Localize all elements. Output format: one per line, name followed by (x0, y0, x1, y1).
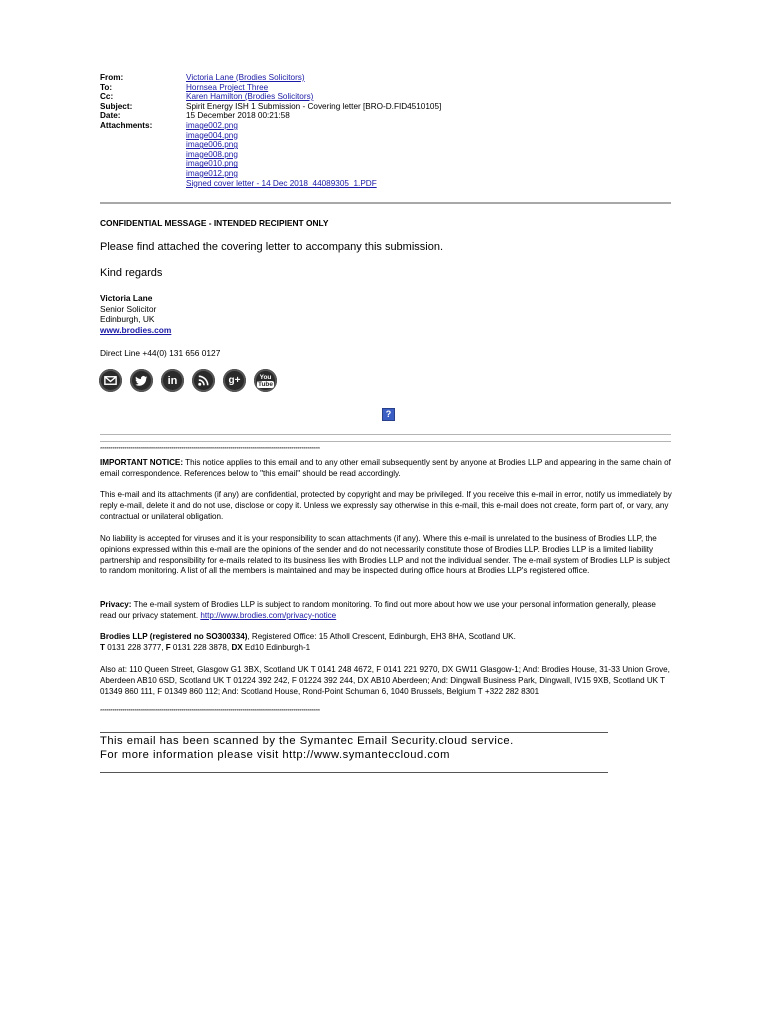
from-label: From: (100, 73, 124, 82)
important-label: IMPORTANT NOTICE: (100, 458, 184, 467)
privacy-link[interactable]: http://www.brodies.com/privacy-notice (200, 610, 337, 620)
date-row (100, 111, 441, 121)
confidential-heading: CONFIDENTIAL MESSAGE - INTENDED RECIPIENT ONLY (100, 218, 329, 228)
stars-separator-bottom: ************************************************************************************************************ (100, 709, 320, 715)
confidentiality-paragraph: This e-mail and its attachments (if any) are confidential, protected by copyright and may be privileged. If you receive this e-mail in error, notify us immediately by reply e-mail, delete it and do not use, disclose or copy it. Unless we expressly say otherwise in this e-mail, this e-mail does not create, form part of, or vary, any contractual or unilateral obligation. (100, 490, 672, 521)
attachments-label: Attachments: (100, 120, 153, 130)
direct-line: Direct Line +44(0) 131 656 0127 (100, 348, 221, 358)
important-notice (100, 458, 672, 480)
attachments-list (186, 121, 377, 188)
googleplus-icon[interactable]: g+ (223, 369, 246, 392)
attachment-link[interactable]: image004.png (186, 130, 238, 140)
attachment-link[interactable]: image010.png (186, 159, 238, 169)
registration-name: Brodies LLP (registered no SO300334) (100, 632, 248, 641)
phone-label: T (100, 642, 105, 652)
signature-website-link[interactable]: www.brodies.com (100, 324, 172, 335)
fax-value: 0131 228 3878, (170, 642, 232, 652)
liability-paragraph: No liability is accepted for viruses and it is your responsibility to scan attachments (if any). Where this e-mail is unrelated to the business of Brodies LLP, the opinions expressed within this e-mail are the opinions of the sender and do not necessarily constitute those of Brodies LLP. Brodies LLP is a limited liability partnership and responsibility for e-mails related to its business lies with Brodies LLP and not the individual sender. The e-mail system of Brodies LLP is subject to random monitoring. A list of all the members is maintained and may be inspected during office hours at Brodies LLP's registered office. (100, 534, 671, 576)
body-line-regards: Kind regards (100, 267, 163, 279)
privacy-paragraph (100, 600, 672, 622)
rss-icon[interactable] (192, 369, 215, 392)
body-line-attached: Please find attached the covering letter to accompany this submission. (100, 241, 444, 253)
to-link[interactable]: Hornsea Project Three (186, 82, 269, 92)
fax-label: F (165, 642, 171, 652)
offices-paragraph: Also at: 110 Queen Street, Glasgow G1 3BX, Scotland UK T 0141 248 4672, F 0141 221 9270, DX GW11 Glasgow-1; And: Brodies House, 31-33 Union Grove, Aberdeen AB10 6SD, Scotland UK T 01224 392 242, F 01224 392 244, DX AB10 Aberdeen; And: Dingwall Business Park, Dingwall, IV15 9XB, Scotland UK T 01349 860 111, F 01349 860 112; And: Scotland House, Rond-Point Schuman 6, 1040 Brussels, Belgium T +322 282 8301 (100, 665, 670, 696)
signature-name: Victoria Lane (100, 293, 153, 303)
from-row (100, 73, 441, 83)
signature-title: Senior Solicitor (100, 303, 157, 314)
twitter-icon[interactable] (130, 369, 153, 392)
signature (100, 293, 171, 335)
email-header (100, 73, 441, 188)
dx-value: Ed10 Edinburgh-1 (242, 642, 311, 652)
subject-label: Subject: (100, 101, 133, 111)
signature-location: Edinburgh, UK (100, 314, 155, 324)
linkedin-icon[interactable]: in (161, 369, 184, 392)
attachment-link[interactable]: image002.png (186, 120, 238, 130)
cc-row (100, 92, 441, 102)
to-label: To: (100, 82, 113, 92)
privacy-label: Privacy: (100, 600, 132, 609)
cc-label: Cc: (100, 92, 114, 102)
scan-divider-bottom (100, 772, 608, 773)
notice-divider-top (100, 434, 671, 435)
social-icons (99, 369, 277, 392)
scan-line-1: This email has been scanned by the Symantec Email Security.cloud service. (100, 735, 514, 747)
header-divider (100, 202, 671, 204)
attachment-link[interactable]: image012.png (186, 168, 238, 178)
scan-line-2: For more information please visit http://www.symanteccloud.com (100, 749, 450, 761)
scan-divider-top (100, 732, 608, 733)
privacy-text: The e-mail system of Brodies LLP is subject to random monitoring. To find out more about how we use your personal information generally, please read our privacy statement. (100, 600, 656, 620)
youtube-icon[interactable]: You Tube (254, 369, 277, 392)
important-text: This notice applies to this email and to any other email subsequently sent by anyone at Brodies LLP and appearing in the same chain of email correspondence. References below to "this email" should be read accordingly. (100, 458, 671, 478)
notice-divider-second (100, 441, 671, 442)
dx-label: DX (231, 642, 243, 652)
cc-link[interactable]: Karen Hamilton (Brodies Solicitors) (186, 92, 314, 102)
attachment-link[interactable]: Signed cover letter - 14 Dec 2018_44089305_1.PDF (186, 178, 377, 188)
date-value: 15 December 2018 00:21:58 (186, 111, 290, 121)
subject-value: Spirit Energy ISH 1 Submission - Covering letter [BRO-D.FID4510105] (186, 101, 442, 111)
registration-text: , Registered Office: 15 Atholl Crescent, Edinburgh, EH3 8HA, Scotland UK. (247, 632, 516, 641)
to-row (100, 83, 441, 93)
subject-row (100, 102, 441, 112)
email-icon[interactable] (99, 369, 122, 392)
registration-paragraph (100, 632, 672, 654)
phone-value: 0131 228 3777, (104, 642, 166, 652)
date-label: Date: (100, 111, 121, 121)
attachment-link[interactable]: image006.png (186, 140, 238, 150)
attachment-link[interactable]: image008.png (186, 149, 238, 159)
attachments-row (100, 121, 441, 188)
from-link[interactable]: Victoria Lane (Brodies Solicitors) (186, 73, 305, 82)
broken-image-icon: ? (382, 408, 395, 421)
stars-separator: ************************************************************************************************************ (100, 447, 320, 453)
